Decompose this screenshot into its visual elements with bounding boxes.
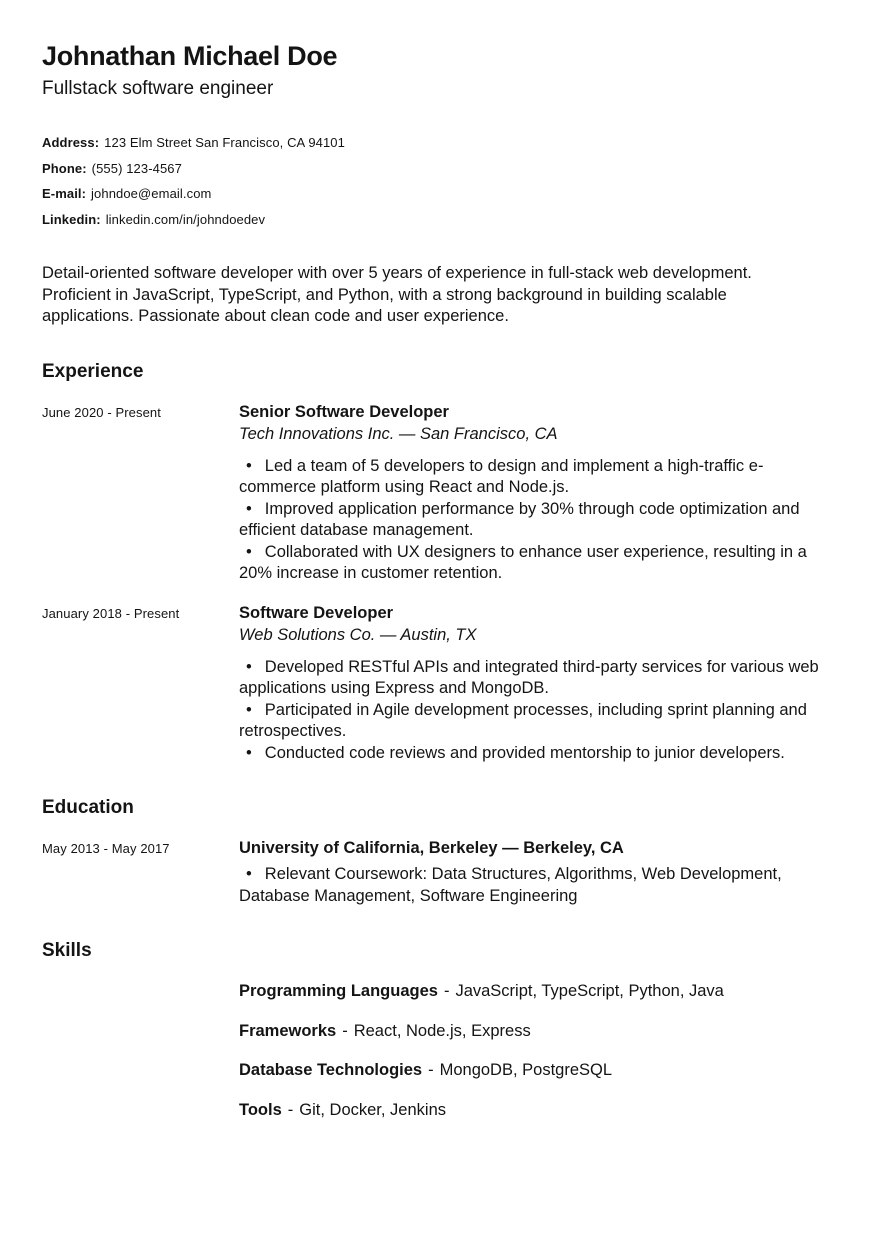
skill-row — [239, 1060, 832, 1082]
entry-role: University of California, Berkeley — Berkeley, CA — [239, 839, 624, 857]
entry-body — [239, 602, 832, 765]
resume-entry — [42, 602, 832, 765]
education-entries — [42, 837, 832, 907]
resume-entry — [42, 837, 832, 907]
entry-body — [239, 837, 832, 907]
resume-entry — [42, 401, 832, 585]
skill-category: Tools — [239, 1100, 282, 1119]
bullet-item — [239, 499, 832, 542]
bullet-glyph: • — [246, 456, 252, 475]
bullet-glyph: • — [246, 700, 252, 719]
entry-dates: June 2020 - Present — [42, 404, 161, 420]
bullet-text: Participated in Agile development processes, including sprint planning and retrospectives. — [239, 700, 807, 740]
entry-bullet-list — [239, 864, 832, 907]
bullet-glyph: • — [246, 499, 252, 518]
bullet-text: Developed RESTful APIs and integrated third-party services for various web applications using Express and MongoDB. — [239, 657, 819, 697]
skill-separator: - — [443, 982, 450, 1000]
skill-label-group — [239, 1060, 612, 1082]
entry-company: Tech Innovations Inc. — San Francisco, CA — [239, 424, 558, 443]
contact-section — [42, 130, 832, 232]
person-job-title: Fullstack software engineer — [42, 78, 274, 99]
entry-company: Web Solutions Co. — Austin, TX — [239, 625, 477, 644]
bullet-text: Improved application performance by 30% through code optimization and efficient database management. — [239, 499, 800, 539]
contact-row — [42, 181, 832, 207]
bullet-glyph: • — [246, 542, 252, 561]
bullet-glyph: • — [246, 865, 252, 883]
entry-dates: May 2013 - May 2017 — [42, 841, 170, 856]
skill-row — [239, 1021, 832, 1043]
bullet-item — [239, 743, 832, 765]
skill-value: MongoDB, PostgreSQL — [439, 1061, 613, 1079]
skill-separator: - — [428, 1061, 434, 1079]
contact-row — [42, 156, 832, 182]
skills-list — [42, 981, 832, 1121]
entry-role: Software Developer — [239, 603, 394, 622]
bullet-text: Relevant Coursework: Data Structures, Algorithms, Web Development, Database Management, Software Engineering — [239, 865, 782, 905]
bullet-text: Led a team of 5 developers to design and implement a high-traffic e-commerce platform using React and Node.js. — [239, 456, 764, 496]
bullet-item — [239, 700, 832, 743]
skill-value: Git, Docker, Jenkins — [299, 1100, 447, 1119]
skill-separator: - — [342, 1021, 348, 1040]
contact-label: Address: — [42, 135, 100, 150]
experience-section — [42, 360, 832, 765]
skills-heading: Skills — [42, 940, 92, 961]
skill-label-group — [239, 1021, 531, 1043]
bullet-text: Collaborated with UX designers to enhance user experience, resulting in a 20% increase in customer retention. — [239, 542, 807, 582]
bullet-text: Conducted code reviews and provided mentorship to junior developers. — [264, 743, 785, 762]
contact-value: johndoe@email.com — [91, 186, 212, 201]
bullet-glyph: • — [246, 743, 252, 762]
contact-label: Linkedin: — [42, 211, 101, 227]
entry-bullet-list — [239, 456, 832, 585]
contact-label: Phone: — [42, 160, 87, 176]
bullet-glyph: • — [246, 657, 252, 676]
experience-heading: Experience — [42, 360, 144, 382]
entry-dates: January 2018 - Present — [42, 605, 180, 621]
resume-header — [42, 40, 832, 101]
bullet-item — [239, 864, 832, 907]
contact-label: E-mail: — [42, 186, 87, 201]
skill-category: Frameworks — [239, 1021, 337, 1040]
skill-label-group — [239, 1100, 446, 1122]
bullet-item — [239, 542, 832, 585]
skill-label-group — [239, 981, 724, 1003]
experience-entries — [42, 401, 832, 765]
bullet-item — [239, 657, 832, 700]
skills-section — [42, 939, 832, 1121]
contact-value: (555) 123-4567 — [91, 160, 182, 176]
skill-value: React, Node.js, Express — [353, 1021, 531, 1040]
skill-row — [239, 981, 832, 1003]
skill-separator: - — [287, 1100, 294, 1119]
entry-bullet-list — [239, 657, 832, 765]
contact-value: 123 Elm Street San Francisco, CA 94101 — [104, 135, 345, 150]
contact-value: linkedin.com/in/johndoedev — [105, 211, 266, 227]
summary-paragraph: Detail-oriented software developer with over 5 years of experience in full-stack web development. Proficient in JavaScript, TypeScript, and Python, with a strong background in building scalable applications. Passionate about clean code and user experience. — [42, 264, 752, 325]
education-section — [42, 796, 832, 907]
bullet-item — [239, 456, 832, 499]
skill-row — [239, 1100, 832, 1122]
contact-row — [42, 207, 832, 233]
skill-category: Database Technologies — [239, 1061, 423, 1079]
entry-role: Senior Software Developer — [239, 402, 449, 421]
education-heading: Education — [42, 797, 134, 818]
contact-row — [42, 130, 832, 156]
skill-category: Programming Languages — [239, 982, 438, 1000]
entry-body — [239, 401, 832, 585]
skill-value: JavaScript, TypeScript, Python, Java — [455, 982, 724, 1000]
person-name: Johnathan Michael Doe — [42, 41, 338, 71]
